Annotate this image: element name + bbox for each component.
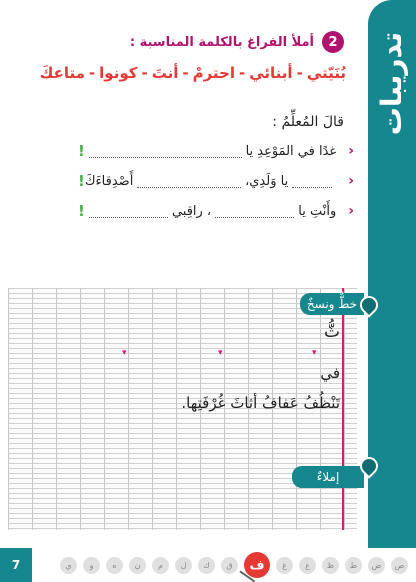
- sidebar-title-text: تدريبات: [375, 31, 409, 135]
- blank-field[interactable]: [292, 175, 332, 188]
- letter-chip: ط: [345, 557, 362, 574]
- sentence-text: أَصْدِقاءَكَ: [84, 173, 134, 189]
- word-bank-item: متاعكَ: [39, 64, 85, 82]
- word-bank-item: احترمْ: [192, 64, 235, 82]
- word-separator: -: [296, 64, 303, 82]
- alphabet-strip: [40, 552, 408, 578]
- sentence-text: وأَنْتِ يا: [298, 203, 337, 219]
- word-bank-item: أبنائي: [249, 64, 293, 82]
- dictation-label: إملاءٌ: [316, 470, 340, 484]
- practice-letter: ثُّ: [323, 322, 340, 342]
- sentence-end: !: [78, 202, 85, 220]
- copy-section-label: خطٌّ ونسخٌ: [306, 297, 358, 311]
- letter-chip: ض: [368, 557, 385, 574]
- grid-dot: ▾: [312, 348, 317, 358]
- blank-field[interactable]: [89, 205, 168, 218]
- blank-field[interactable]: [137, 175, 241, 188]
- exercise-number: 2: [322, 31, 344, 53]
- bullet-icon: ‹: [348, 203, 354, 219]
- letter-chip: ي: [60, 557, 77, 574]
- exercise-instruction: أملأ الفراغ بالكلمة المناسبة :: [129, 34, 314, 50]
- word-separator: -: [88, 64, 96, 82]
- word-separator: -: [182, 64, 189, 82]
- letter-chip: ه: [106, 557, 123, 574]
- practice-sentence: تَنْظُفُ عَفافُ أثاثَ غُرْفَتِها.: [181, 394, 340, 412]
- letter-chip: ص: [391, 557, 408, 574]
- grid-margin-line: [342, 288, 344, 530]
- letter-chip: و: [83, 557, 100, 574]
- word-bank-item: أنتَ: [151, 64, 179, 82]
- letter-chip: ق: [221, 557, 238, 574]
- sentence-text: غدًا في المَوْعِدِ يا: [245, 143, 337, 159]
- practice-word: في: [320, 364, 340, 382]
- copy-section-tab: [300, 293, 364, 315]
- sentence-row: [78, 140, 354, 162]
- grid-separator: [357, 288, 363, 530]
- sentence-row: [78, 200, 354, 222]
- grid-dot: ▾: [122, 348, 127, 358]
- page-number: 7: [0, 548, 32, 582]
- active-letter-chip: ف: [244, 552, 270, 578]
- word-separator: -: [141, 64, 148, 82]
- letter-chip: ن: [129, 557, 146, 574]
- word-bank: [39, 64, 346, 82]
- dictation-tab: [292, 466, 364, 488]
- letter-chip: ظ: [322, 557, 339, 574]
- sidebar-title: [368, 8, 416, 158]
- dialogue-intro: قالَ المُعلِّمُ :: [272, 114, 344, 130]
- word-bank-item: كونوا: [99, 64, 138, 82]
- letter-chip: غ: [276, 557, 293, 574]
- sentence-row: [78, 170, 354, 192]
- sentence-end: !: [78, 142, 85, 160]
- sentence-text: يا وَلَدِي،: [245, 173, 289, 189]
- word-bank-item: بُنَيّتي: [306, 64, 346, 82]
- letter-chip: م: [152, 557, 169, 574]
- bullet-icon: ‹: [348, 143, 354, 159]
- word-separator: -: [239, 64, 246, 82]
- blank-field[interactable]: [215, 205, 294, 218]
- blank-field[interactable]: [89, 145, 242, 158]
- grid-dot: ▾: [218, 348, 223, 358]
- sentence-end: !: [78, 172, 85, 190]
- sentence-text: ، راقِبي: [171, 203, 212, 219]
- bullet-icon: ‹: [348, 173, 354, 189]
- letter-chip: ع: [299, 557, 316, 574]
- letter-chip: ل: [175, 557, 192, 574]
- exercise-header: [130, 30, 344, 54]
- letter-chip: ك: [198, 557, 215, 574]
